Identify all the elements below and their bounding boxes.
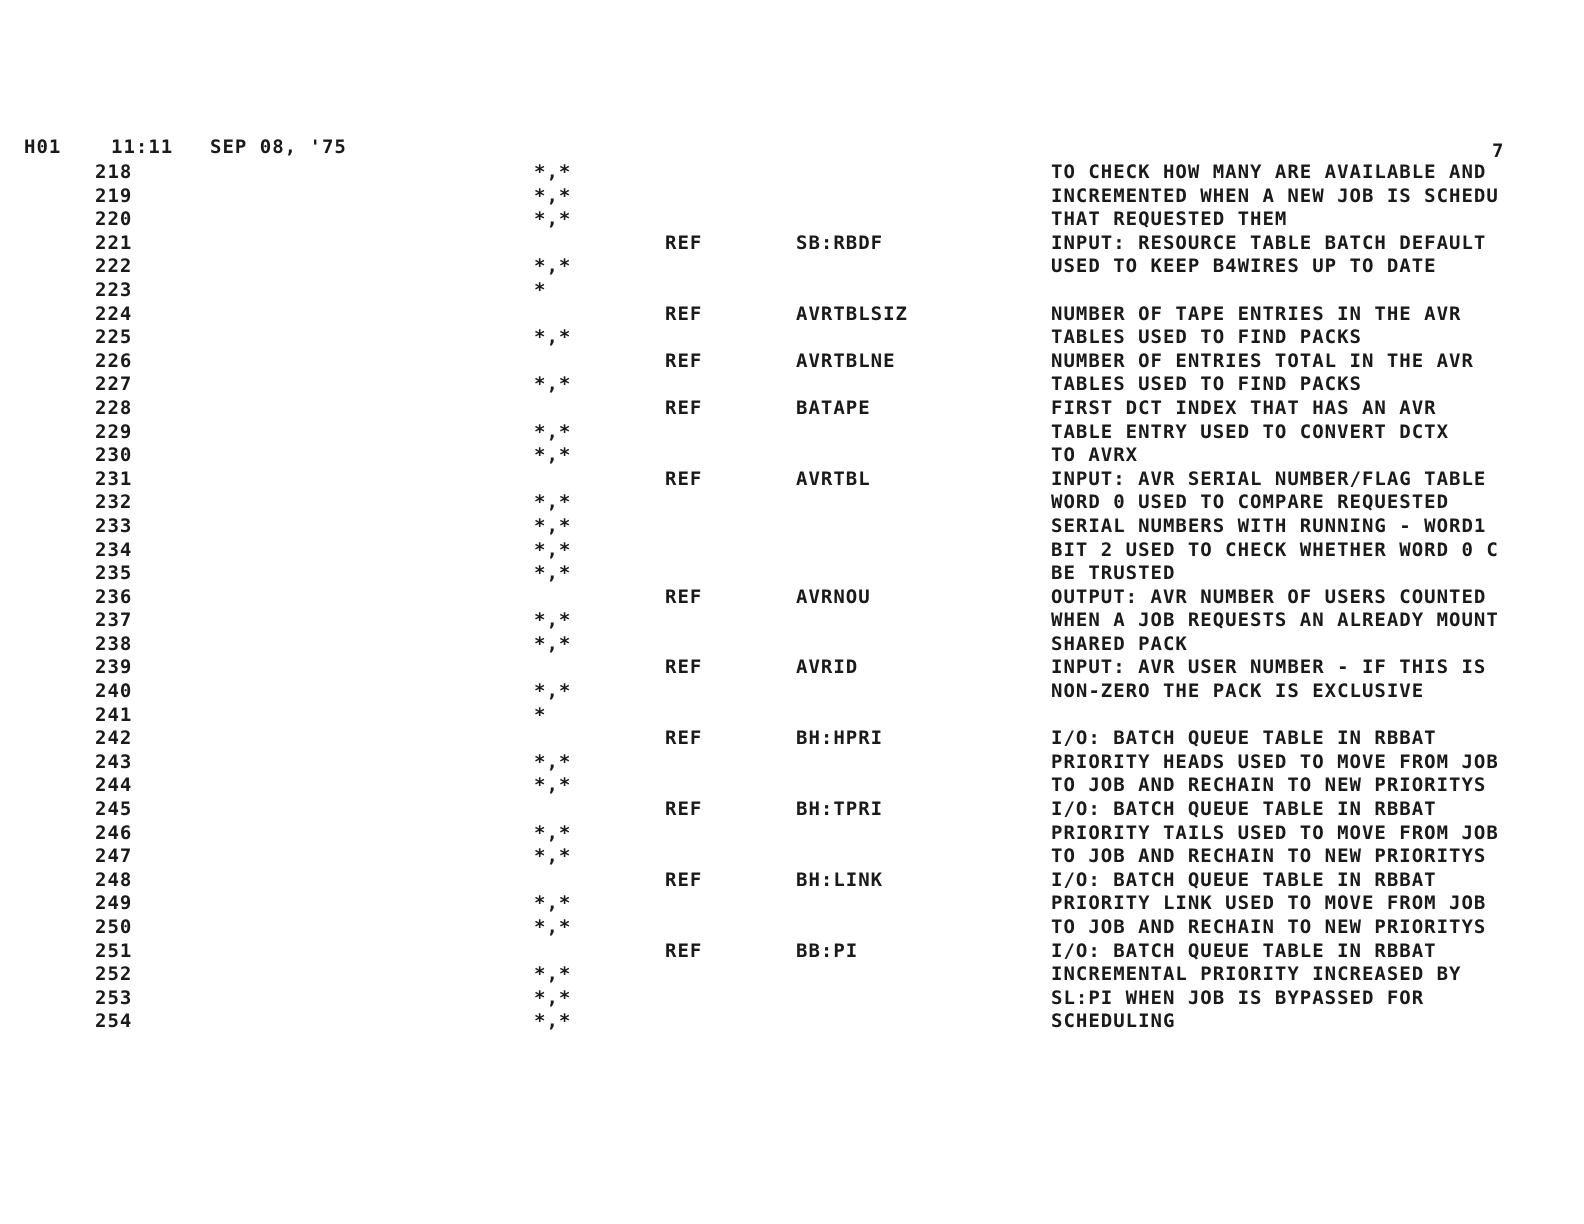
line-number: 253 bbox=[95, 986, 133, 1009]
remark-text: TO JOB AND RECHAIN TO NEW PRIORITYS bbox=[1051, 916, 1487, 938]
opcode: REF bbox=[665, 585, 703, 608]
comment-marker: *,* bbox=[534, 255, 572, 278]
line-number: 238 bbox=[95, 632, 133, 655]
line-number: 252 bbox=[95, 963, 133, 986]
line-number: 226 bbox=[95, 349, 133, 372]
listing-line bbox=[0, 774, 1584, 798]
comment-marker: *,* bbox=[534, 774, 572, 797]
listing-line bbox=[0, 303, 1584, 327]
symbol: AVRTBL bbox=[796, 467, 871, 490]
line-number: 219 bbox=[95, 184, 133, 207]
remark-text: OUTPUT: AVR NUMBER OF USERS COUNTED bbox=[1051, 585, 1487, 608]
remark-text: INPUT: AVR SERIAL NUMBER/FLAG TABLE bbox=[1051, 467, 1487, 490]
listing-line bbox=[0, 1010, 1584, 1034]
line-number: 244 bbox=[95, 774, 133, 797]
listing-line bbox=[0, 798, 1584, 822]
remark-text: INCREMENTAL PRIORITY INCREASED BY bbox=[1051, 963, 1462, 986]
comment-marker: *,* bbox=[534, 1010, 572, 1033]
remark-text: INPUT: RESOURCE TABLE BATCH DEFAULT bbox=[1051, 231, 1487, 254]
comment-marker: *,* bbox=[534, 373, 572, 396]
listing-line bbox=[0, 633, 1584, 657]
line-number: 230 bbox=[95, 444, 133, 467]
line-number: 224 bbox=[95, 302, 133, 325]
listing-line bbox=[0, 515, 1584, 539]
comment-marker: *,* bbox=[534, 916, 572, 938]
listing-line bbox=[0, 397, 1584, 421]
line-number: 223 bbox=[95, 278, 133, 301]
opcode: REF bbox=[665, 396, 703, 419]
listing-line bbox=[0, 916, 1584, 940]
opcode: REF bbox=[665, 727, 703, 750]
line-number: 247 bbox=[95, 845, 133, 868]
listing-line bbox=[0, 326, 1584, 350]
remark-text: TO JOB AND RECHAIN TO NEW PRIORITYS bbox=[1051, 774, 1487, 797]
listing-line bbox=[0, 491, 1584, 515]
symbol: AVRID bbox=[796, 656, 859, 679]
listing-line bbox=[0, 751, 1584, 775]
line-number: 228 bbox=[95, 396, 133, 419]
opcode: REF bbox=[665, 868, 703, 891]
comment-marker: *,* bbox=[534, 986, 572, 1009]
line-number: 237 bbox=[95, 609, 133, 632]
line-number: 234 bbox=[95, 538, 133, 561]
listing-line bbox=[0, 892, 1584, 916]
remark-text: SERIAL NUMBERS WITH RUNNING - WORD1 bbox=[1051, 514, 1487, 537]
comment-marker: *,* bbox=[534, 161, 572, 183]
remark-text: FIRST DCT INDEX THAT HAS AN AVR bbox=[1051, 396, 1437, 419]
remark-text: PRIORITY HEADS USED TO MOVE FROM JOB bbox=[1051, 750, 1499, 773]
listing-line bbox=[0, 255, 1584, 279]
listing-line bbox=[0, 586, 1584, 610]
comment-marker: *,* bbox=[534, 821, 572, 844]
listing-line bbox=[0, 656, 1584, 680]
header-id: H01 bbox=[24, 136, 62, 158]
line-number: 242 bbox=[95, 727, 133, 750]
listing-line bbox=[0, 161, 1584, 185]
remark-text: NUMBER OF TAPE ENTRIES IN THE AVR bbox=[1051, 302, 1462, 325]
remark-text: I/O: BATCH QUEUE TABLE IN RBBAT bbox=[1051, 798, 1437, 821]
page-number: 7 bbox=[1492, 140, 1505, 162]
remark-text: TO AVRX bbox=[1051, 444, 1139, 467]
listing-line bbox=[0, 539, 1584, 563]
symbol: AVRTBLNE bbox=[796, 349, 896, 372]
listing-line bbox=[0, 185, 1584, 209]
listing-line bbox=[0, 350, 1584, 374]
remark-text: TABLE ENTRY USED TO CONVERT DCTX bbox=[1051, 420, 1450, 443]
symbol: BH:TPRI bbox=[796, 798, 884, 821]
line-number: 231 bbox=[95, 467, 133, 490]
listing-line bbox=[0, 680, 1584, 704]
line-number: 222 bbox=[95, 255, 133, 278]
opcode: REF bbox=[665, 467, 703, 490]
line-number: 236 bbox=[95, 585, 133, 608]
remark-text: BIT 2 USED TO CHECK WHETHER WORD 0 C bbox=[1051, 538, 1499, 561]
listing-line bbox=[0, 987, 1584, 1011]
symbol: BH:LINK bbox=[796, 868, 884, 891]
comment-marker: *,* bbox=[534, 444, 572, 467]
line-number: 227 bbox=[95, 373, 133, 396]
line-number: 249 bbox=[95, 892, 133, 915]
remark-text: SCHEDULING bbox=[1051, 1010, 1176, 1033]
listing-line bbox=[0, 562, 1584, 586]
remark-text: PRIORITY LINK USED TO MOVE FROM JOB bbox=[1051, 892, 1487, 915]
comment-marker: *,* bbox=[534, 514, 572, 537]
line-number: 240 bbox=[95, 680, 133, 703]
comment-marker: * bbox=[534, 278, 547, 301]
comment-marker: *,* bbox=[534, 845, 572, 868]
remark-text: NUMBER OF ENTRIES TOTAL IN THE AVR bbox=[1051, 349, 1474, 372]
opcode: REF bbox=[665, 798, 703, 821]
remark-text: PRIORITY TAILS USED TO MOVE FROM JOB bbox=[1051, 821, 1499, 844]
header-date: SEP 08, '75 bbox=[210, 136, 347, 158]
symbol: BATAPE bbox=[796, 396, 871, 419]
line-number: 232 bbox=[95, 491, 133, 514]
remark-text: TABLES USED TO FIND PACKS bbox=[1051, 373, 1362, 396]
listing-line bbox=[0, 727, 1584, 751]
opcode: REF bbox=[665, 939, 703, 962]
comment-marker: *,* bbox=[534, 963, 572, 986]
symbol: SB:RBDF bbox=[796, 231, 884, 254]
symbol: AVRNOU bbox=[796, 585, 871, 608]
remark-text: WHEN A JOB REQUESTS AN ALREADY MOUNT bbox=[1051, 609, 1499, 632]
remark-text: I/O: BATCH QUEUE TABLE IN RBBAT bbox=[1051, 939, 1437, 962]
listing-line bbox=[0, 704, 1584, 728]
remark-text: THAT REQUESTED THEM bbox=[1051, 208, 1288, 231]
remark-text: INCREMENTED WHEN A NEW JOB IS SCHEDU bbox=[1051, 184, 1499, 207]
line-number: 251 bbox=[95, 939, 133, 962]
opcode: REF bbox=[665, 349, 703, 372]
comment-marker: *,* bbox=[534, 562, 572, 585]
line-number: 241 bbox=[95, 703, 133, 726]
listing-line bbox=[0, 963, 1584, 987]
listing-line bbox=[0, 208, 1584, 232]
remark-text: WORD 0 USED TO COMPARE REQUESTED bbox=[1051, 491, 1450, 514]
listing-line bbox=[0, 940, 1584, 964]
line-number: 229 bbox=[95, 420, 133, 443]
line-number: 254 bbox=[95, 1010, 133, 1033]
remark-text: NON-ZERO THE PACK IS EXCLUSIVE bbox=[1051, 680, 1425, 703]
opcode: REF bbox=[665, 231, 703, 254]
line-number: 235 bbox=[95, 562, 133, 585]
line-number: 243 bbox=[95, 750, 133, 773]
listing-line bbox=[0, 279, 1584, 303]
listing-line bbox=[0, 609, 1584, 633]
symbol: BH:HPRI bbox=[796, 727, 884, 750]
remark-text: TABLES USED TO FIND PACKS bbox=[1051, 326, 1362, 349]
comment-marker: *,* bbox=[534, 609, 572, 632]
listing-line bbox=[0, 373, 1584, 397]
line-number: 220 bbox=[95, 208, 133, 231]
line-number: 250 bbox=[95, 916, 133, 938]
comment-marker: *,* bbox=[534, 892, 572, 915]
line-number: 218 bbox=[95, 161, 133, 183]
remark-text: SHARED PACK bbox=[1051, 632, 1188, 655]
listing-line bbox=[0, 869, 1584, 893]
comment-marker: *,* bbox=[534, 184, 572, 207]
comment-marker: *,* bbox=[534, 326, 572, 349]
listing-line bbox=[0, 444, 1584, 468]
line-number: 245 bbox=[95, 798, 133, 821]
comment-marker: *,* bbox=[534, 538, 572, 561]
opcode: REF bbox=[665, 656, 703, 679]
comment-marker: *,* bbox=[534, 632, 572, 655]
comment-marker: *,* bbox=[534, 420, 572, 443]
line-number: 225 bbox=[95, 326, 133, 349]
line-number: 246 bbox=[95, 821, 133, 844]
comment-marker: *,* bbox=[534, 491, 572, 514]
remark-text: I/O: BATCH QUEUE TABLE IN RBBAT bbox=[1051, 727, 1437, 750]
line-number: 233 bbox=[95, 514, 133, 537]
comment-marker: *,* bbox=[534, 750, 572, 773]
header-time: 11:11 bbox=[111, 136, 174, 158]
remark-text: USED TO KEEP B4WIRES UP TO DATE bbox=[1051, 255, 1437, 278]
line-number: 248 bbox=[95, 868, 133, 891]
line-number: 221 bbox=[95, 231, 133, 254]
remark-text: TO CHECK HOW MANY ARE AVAILABLE AND bbox=[1051, 161, 1487, 183]
remark-text: INPUT: AVR USER NUMBER - IF THIS IS bbox=[1051, 656, 1487, 679]
listing-line bbox=[0, 822, 1584, 846]
remark-text: BE TRUSTED bbox=[1051, 562, 1176, 585]
remark-text: I/O: BATCH QUEUE TABLE IN RBBAT bbox=[1051, 868, 1437, 891]
symbol: AVRTBLSIZ bbox=[796, 302, 908, 325]
comment-marker: *,* bbox=[534, 680, 572, 703]
listing-line bbox=[0, 421, 1584, 445]
opcode: REF bbox=[665, 302, 703, 325]
listing-line bbox=[0, 232, 1584, 256]
remark-text: SL:PI WHEN JOB IS BYPASSED FOR bbox=[1051, 986, 1425, 1009]
listing-line bbox=[0, 845, 1584, 869]
remark-text: TO JOB AND RECHAIN TO NEW PRIORITYS bbox=[1051, 845, 1487, 868]
comment-marker: * bbox=[534, 703, 547, 726]
comment-marker: *,* bbox=[534, 208, 572, 231]
source-listing bbox=[0, 161, 1584, 1034]
line-number: 239 bbox=[95, 656, 133, 679]
symbol: BB:PI bbox=[796, 939, 859, 962]
listing-line bbox=[0, 468, 1584, 492]
